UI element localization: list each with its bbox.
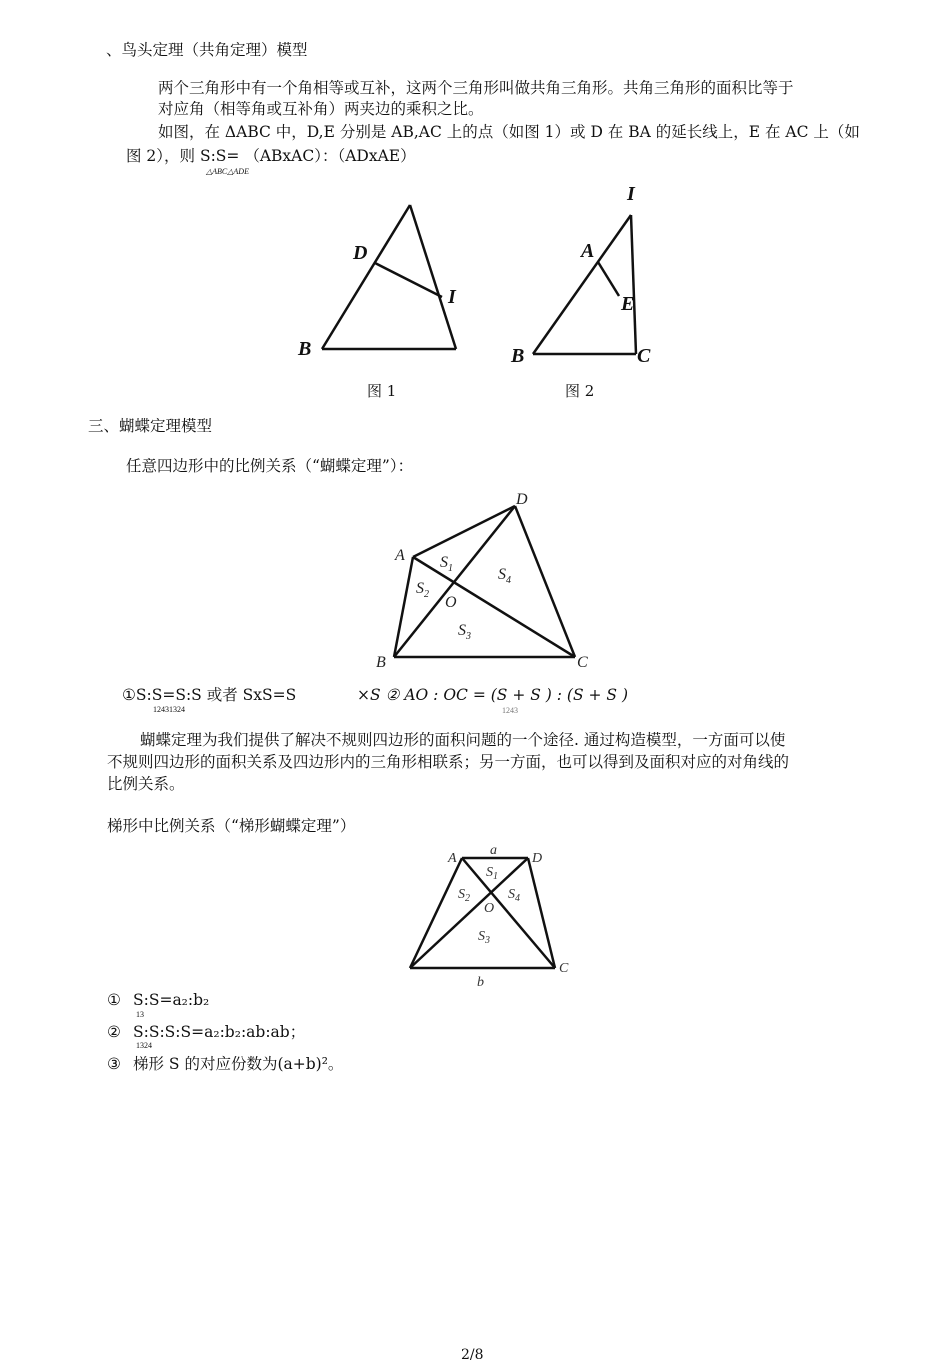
vertex-label-e: E [621, 293, 635, 315]
area-label-s2: $S_2$ [416, 580, 429, 600]
formula-1-subscript: 12431324 [153, 705, 185, 714]
figure-2-caption: 图 2 [565, 382, 595, 400]
vertex-label-e: I [448, 286, 456, 308]
side-line [631, 215, 636, 354]
figure-1-caption: 图 1 [367, 382, 397, 400]
vertex-label-a: A [448, 851, 457, 866]
vertex-label-b: B [511, 345, 525, 367]
vertex-label-c: C [577, 654, 588, 671]
paragraph-line: 图 2），则 S:S= （ABxAC）：（ADxAE） [126, 147, 416, 165]
trapezoid-heading: 梯形中比例关系（“梯形蝴蝶定理”） [107, 817, 356, 835]
figure-butterfly-quadrilateral [370, 485, 610, 680]
formula-subscript: △ABC△ADE [206, 167, 249, 176]
list-item-number: ③ [107, 1055, 121, 1073]
vertex-label-i: I [627, 183, 635, 205]
point-label-o: O [445, 594, 457, 611]
paragraph-line: 蝴蝶定理为我们提供了解决不规则四边形的面积问题的一个途径. 通过构造模型，一方面可以使 [140, 731, 786, 749]
paragraph-line: 两个三角形中有一个角相等或互补，这两个三角形叫做共角三角形。共角三角形的面积比等于 [158, 79, 794, 97]
vertex-label-d: D [516, 491, 528, 508]
segment-ae [598, 262, 619, 296]
paragraph-line: 如图，在 ΔABC 中，D,E 分别是 AB,AC 上的点（如图 1）或 D 在 BA 的延长线上，E 在 AC 上（如 [158, 123, 860, 141]
paragraph-line: 对应角（相等角或互补角）两夹边的乘积之比。 [158, 100, 484, 118]
paragraph-line: 不规则四边形的面积关系及四边形内的三角形相联系；另一方面，也可以得到及面积对应的对角线的 [107, 753, 790, 771]
side-line [533, 215, 631, 354]
diagonal-bd [394, 506, 515, 657]
vertex-label-a: A [581, 240, 595, 262]
vertex-label-d: D [353, 242, 368, 264]
vertex-label-a: A [395, 547, 405, 564]
list-item-subscript: 13 [136, 1010, 144, 1019]
side-line [322, 205, 410, 349]
vertex-label-b: B [298, 338, 312, 360]
subheading: 任意四边形中的比例关系（“蝴蝶定理”）： [126, 457, 414, 475]
area-label-s1: $S_1$ [440, 554, 453, 574]
paragraph-line: 比例关系。 [107, 775, 185, 793]
figure-2-triangle [505, 180, 675, 370]
top-base-label: a [490, 843, 497, 858]
list-item-number: ② [107, 1023, 121, 1041]
figure-trapezoid-butterfly [400, 838, 590, 993]
formula-2-subscript: 1243 [502, 706, 518, 715]
list-item: S:S:S:S=a₂:b₂:ab:ab； [133, 1023, 306, 1041]
area-label-s1: $S_1$ [486, 865, 498, 882]
vertex-label-b: B [376, 654, 386, 671]
figure-1-triangle [290, 195, 480, 365]
vertex-label-c: C [559, 961, 569, 976]
point-label-o: O [484, 901, 495, 916]
bottom-base-label: b [477, 975, 484, 990]
segment-de [375, 263, 442, 297]
area-label-s4: $S_4$ [508, 887, 520, 904]
area-label-s3: $S_3$ [458, 622, 471, 642]
vertex-label-d: D [532, 851, 543, 866]
area-label-s2: $S_2$ [458, 887, 470, 904]
section-heading-butterfly: 三、蝴蝶定理模型 [88, 417, 213, 435]
diagonal-bd [410, 858, 528, 968]
side-line [410, 205, 456, 349]
formula-1: ①S:S=S:S 或者 SxS=S [122, 686, 297, 704]
page-number: 2/8 [461, 1347, 484, 1363]
list-item-subscript: 1324 [136, 1041, 152, 1050]
list-item: S:S=a₂:b₂ [133, 991, 210, 1009]
diagonal-ac [413, 557, 575, 657]
formula-2: ×S ② AO : OC = (S + S ) : (S + S ) [357, 686, 629, 704]
area-label-s3: $S_3$ [478, 929, 490, 946]
section-heading-bird-head: 、鸟头定理（共角定理）模型 [106, 41, 308, 59]
list-item: 梯形 S 的对应份数为(a+b)²。 [133, 1055, 344, 1073]
list-item-number: ① [107, 991, 121, 1009]
area-label-s4: $S_4$ [498, 566, 511, 586]
vertex-label-c: C [637, 345, 651, 367]
